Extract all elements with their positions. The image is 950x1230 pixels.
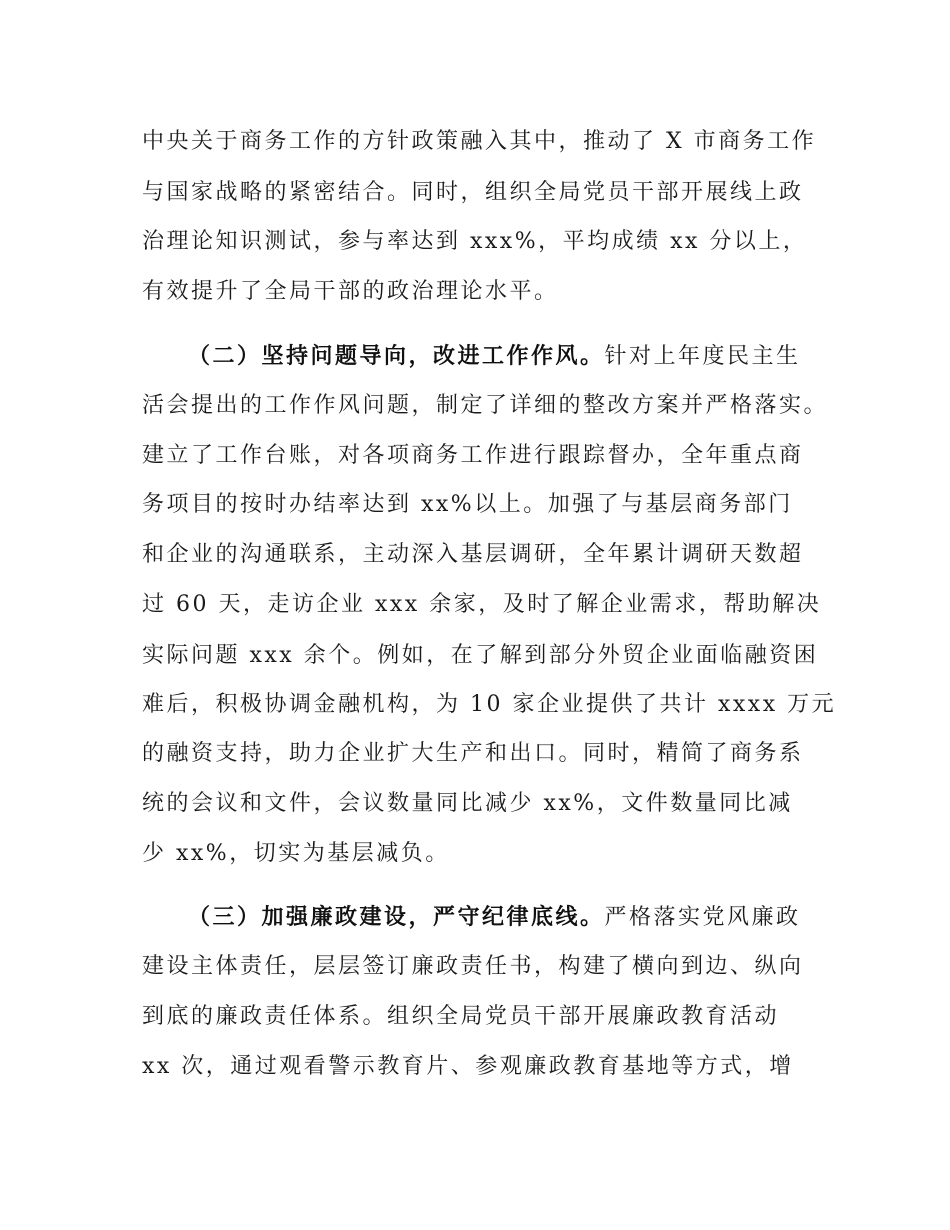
body-text-line: 实际问题 xxx 余个。例如，在了解到部分外贸企业面临融资困 bbox=[142, 643, 819, 668]
body-text-line: 少 xx%，切实为基层减负。 bbox=[142, 841, 450, 866]
body-text-line: 建设主体责任，层层签订廉政责任书，构建了横向到边、纵向 bbox=[142, 954, 804, 979]
body-text-line: 有效提升了全局干部的政治理论水平。 bbox=[142, 279, 559, 304]
section-3-heading: （三）加强廉政建设，严守纪律底线。 bbox=[188, 905, 605, 930]
body-text-line: 过 60 天，走访企业 xxx 余家，及时了解企业需求，帮助解决 bbox=[142, 592, 822, 617]
body-text-line: 治理论知识测试，参与率达到 xxx%，平均成绩 xx 分以上， bbox=[142, 229, 808, 254]
section-2-first-line bbox=[188, 337, 801, 377]
body-text-line: 到底的廉政责任体系。组织全局党员干部开展廉政教育活动 bbox=[142, 1004, 780, 1029]
body-text-line: xx 次，通过观看警示教育片、参观廉政教育基地等方式，增 bbox=[142, 1054, 794, 1079]
body-text-line: 的融资支持，助力企业扩大生产和出口。同时，精简了商务系 bbox=[142, 741, 804, 766]
body-text-segment: 严格落实党风廉政 bbox=[604, 905, 801, 930]
body-text-line: 与国家战略的紧密结合。同时，组织全局党员干部开展线上政 bbox=[142, 180, 804, 205]
body-text-line: 和企业的沟通联系，主动深入基层调研，全年累计调研天数超 bbox=[142, 542, 804, 567]
body-text-line: 统的会议和文件，会议数量同比减少 xx%，文件数量同比减 bbox=[142, 791, 793, 816]
body-text-segment: 针对上年度民主生 bbox=[604, 344, 801, 369]
body-text-line: 建立了工作台账，对各项商务工作进行跟踪督办，全年重点商 bbox=[142, 443, 804, 468]
body-text-line: 活会提出的工作作风问题，制定了详细的整改方案并严格落实。 bbox=[142, 393, 829, 418]
body-text-line: 务项目的按时办结率达到 xx%以上。加强了与基层商务部门 bbox=[142, 492, 793, 517]
body-text-line: 中央关于商务工作的方针政策融入其中，推动了 X 市商务工作 bbox=[142, 129, 817, 154]
section-3-first-line bbox=[188, 898, 801, 938]
body-text-line: 难后，积极协调金融机构，为 10 家企业提供了共计 xxxx 万元 bbox=[142, 692, 837, 717]
section-2-heading: （二）坚持问题导向，改进工作作风。 bbox=[188, 344, 605, 369]
